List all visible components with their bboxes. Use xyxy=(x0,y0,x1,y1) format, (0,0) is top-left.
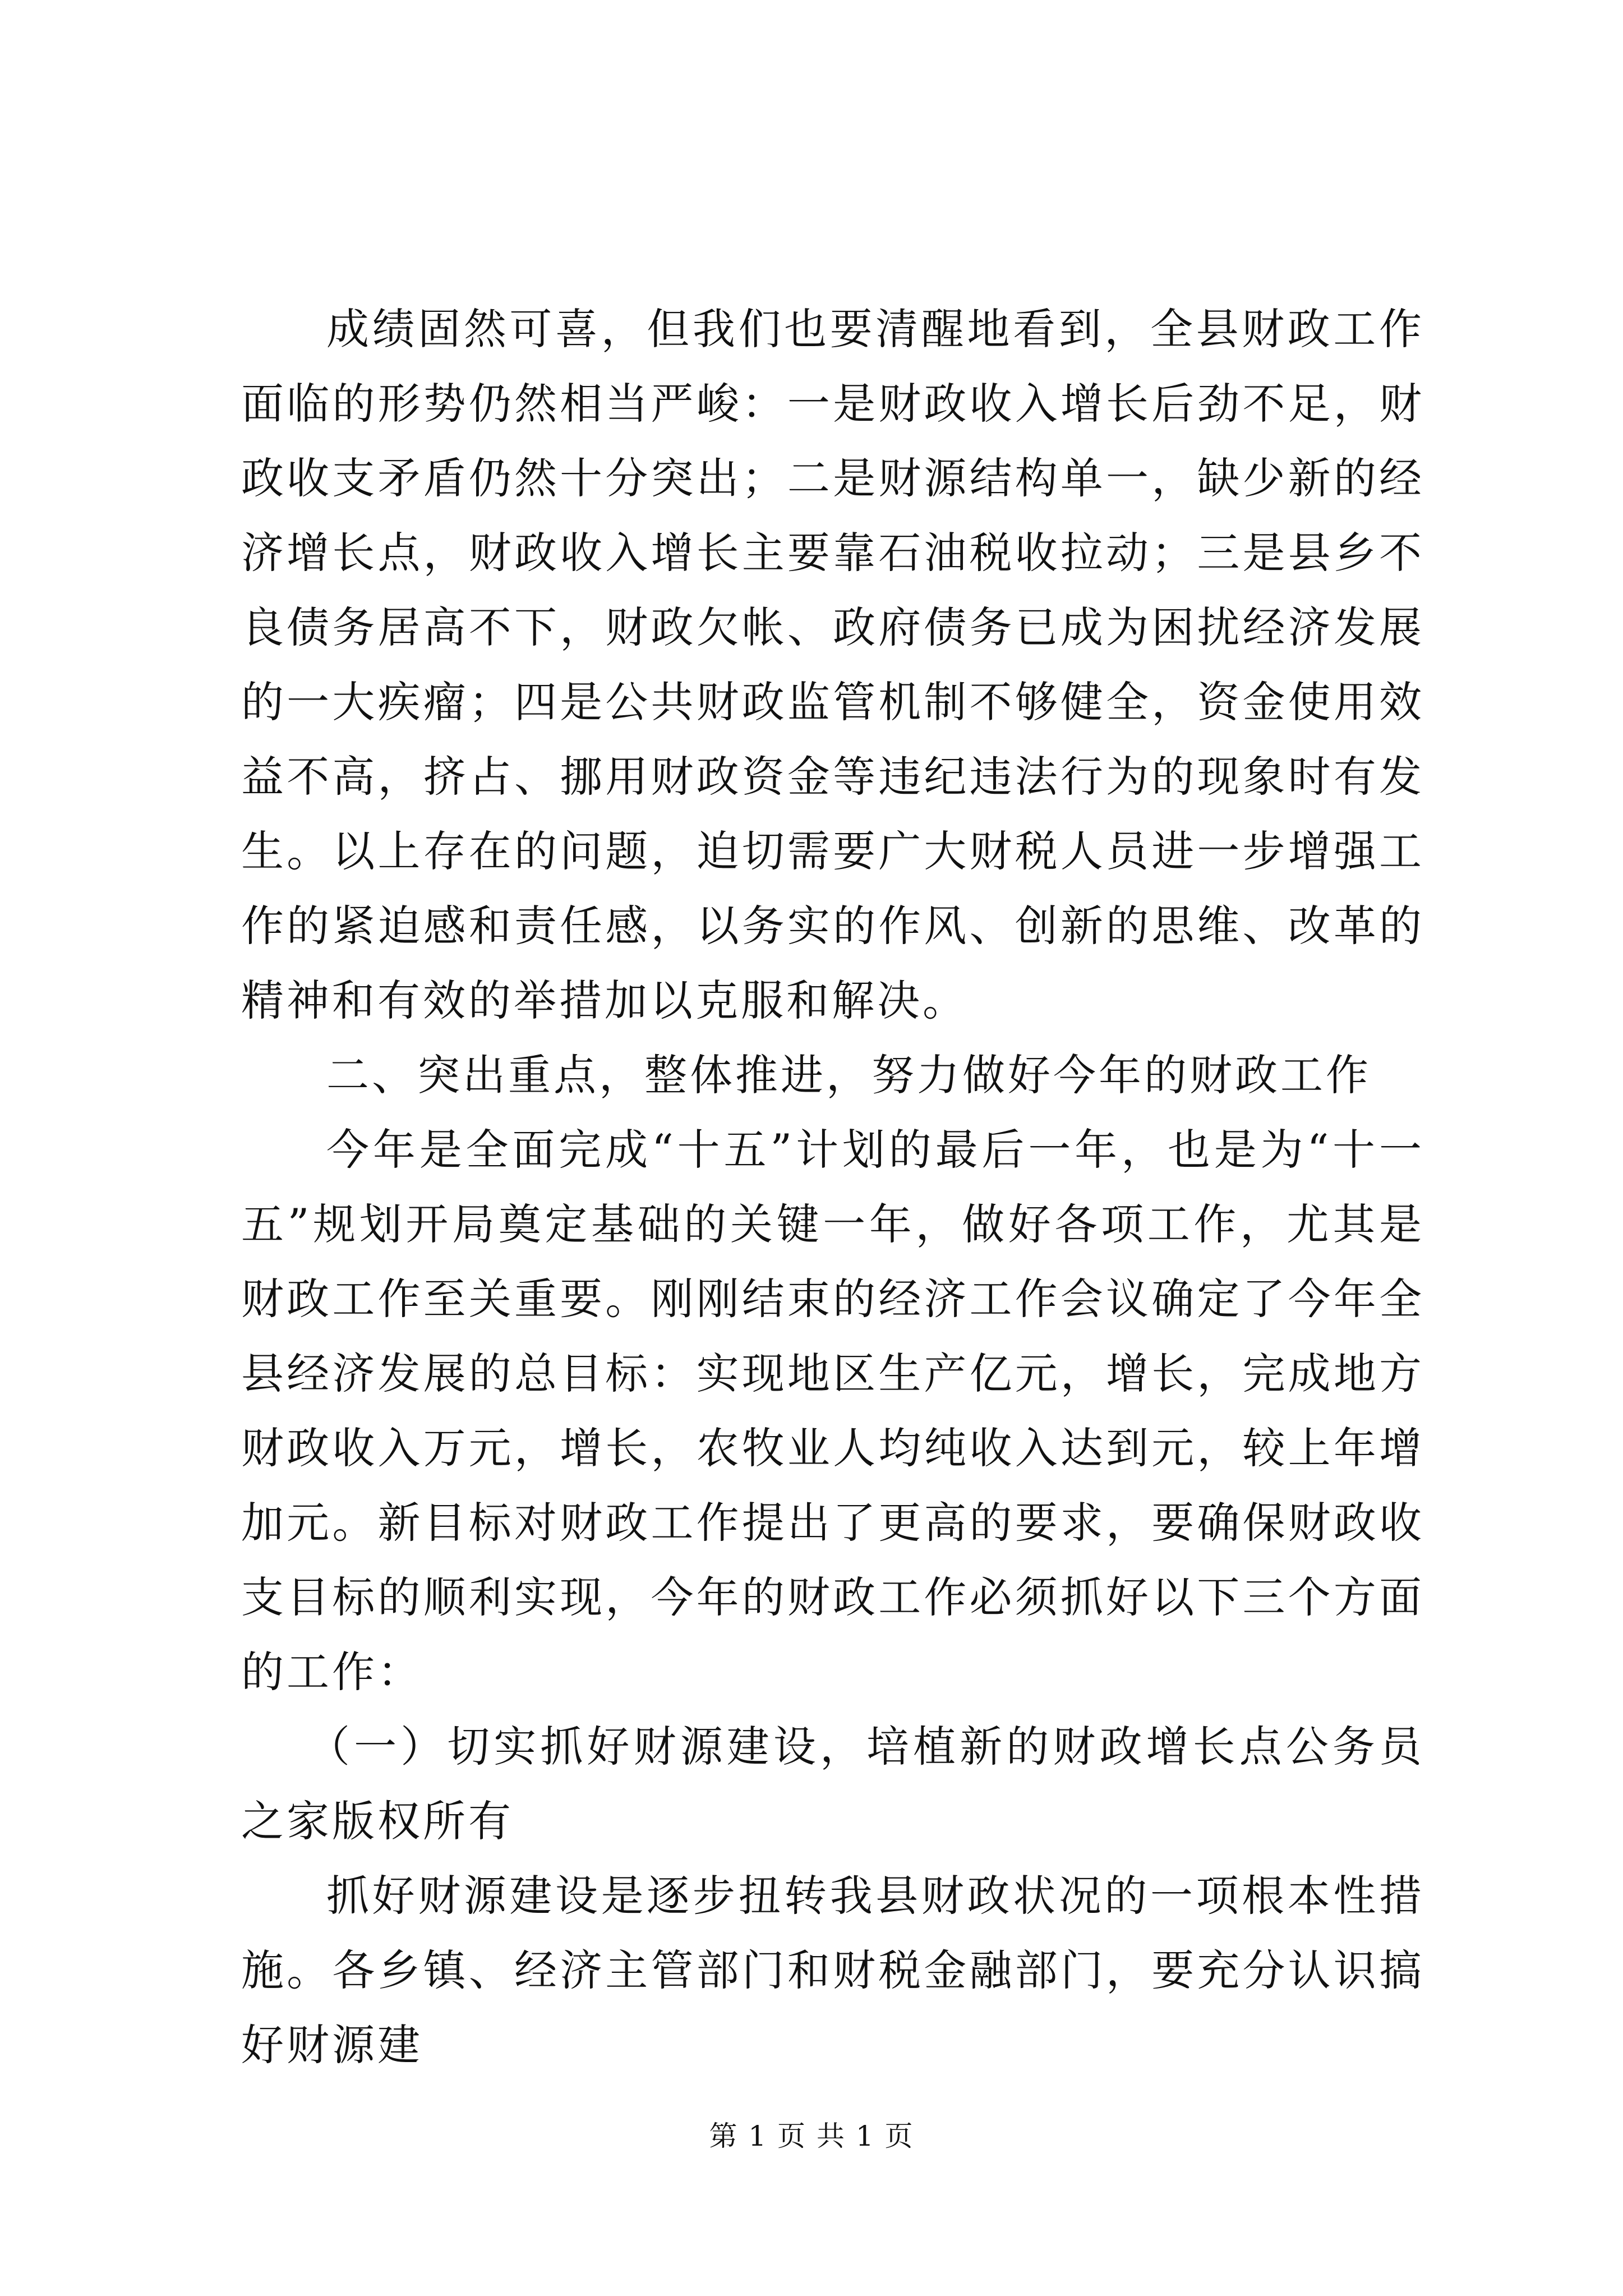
section-heading-2: 二、突出重点，整体推进，努力做好今年的财政工作 xyxy=(326,1050,1371,1100)
paragraph-revenue-source-building: 抓好财源建设是逐步扭转我县财政状况的一项根本性措施。各乡镇、经济主管部门和财税金融部门，要充分认识搞好财源建 xyxy=(241,1871,1424,2070)
paragraph-this-year-goals: 今年是全面完成“十五”计划的最后一年，也是为“十一五”规划开局奠定基础的关键一年，做好各项工作，尤其是财政工作至关重要。刚刚结束的经济工作会议确定了今年全县经济发展的总目标：实现地区生产亿元，增长，完成地方财政收入万元，增长，农牧业人均纯收入达到元，较上年增加元。新目标对财政工作提出了更高的要求，要确保财政收支目标的顺利实现，今年的财政工作必须抓好以下三个方面的工作： xyxy=(241,1125,1424,1697)
subsection-heading-1: （一）切实抓好财源建设，培植新的财政增长点公务员之家版权所有 xyxy=(241,1722,1424,1846)
paragraph-achievements-and-problems: 成绩固然可喜，但我们也要清醒地看到，全县财政工作面临的形势仍然相当严峻：一是财政收入增长后劲不足，财政收支矛盾仍然十分突出；二是财源结构单一，缺少新的经济增长点，财政收入增长主要靠石油税收拉动；三是县乡不良债务居高不下，财政欠帐、政府债务已成为困扰经济发展的一大疾瘤；四是公共财政监管机制不够健全，资金使用效益不高，挤占、挪用财政资金等违纪违法行为的现象时有发生。以上存在的问题，迫切需要广大财税人员进一步增强工作的紧迫感和责任感，以务实的作风、创新的思维、改革的精神和有效的举措加以克服和解决。 xyxy=(241,304,1424,1025)
document-body xyxy=(241,292,1424,2082)
page-footer: 第 1 页 共 1 页 xyxy=(709,2120,914,2152)
